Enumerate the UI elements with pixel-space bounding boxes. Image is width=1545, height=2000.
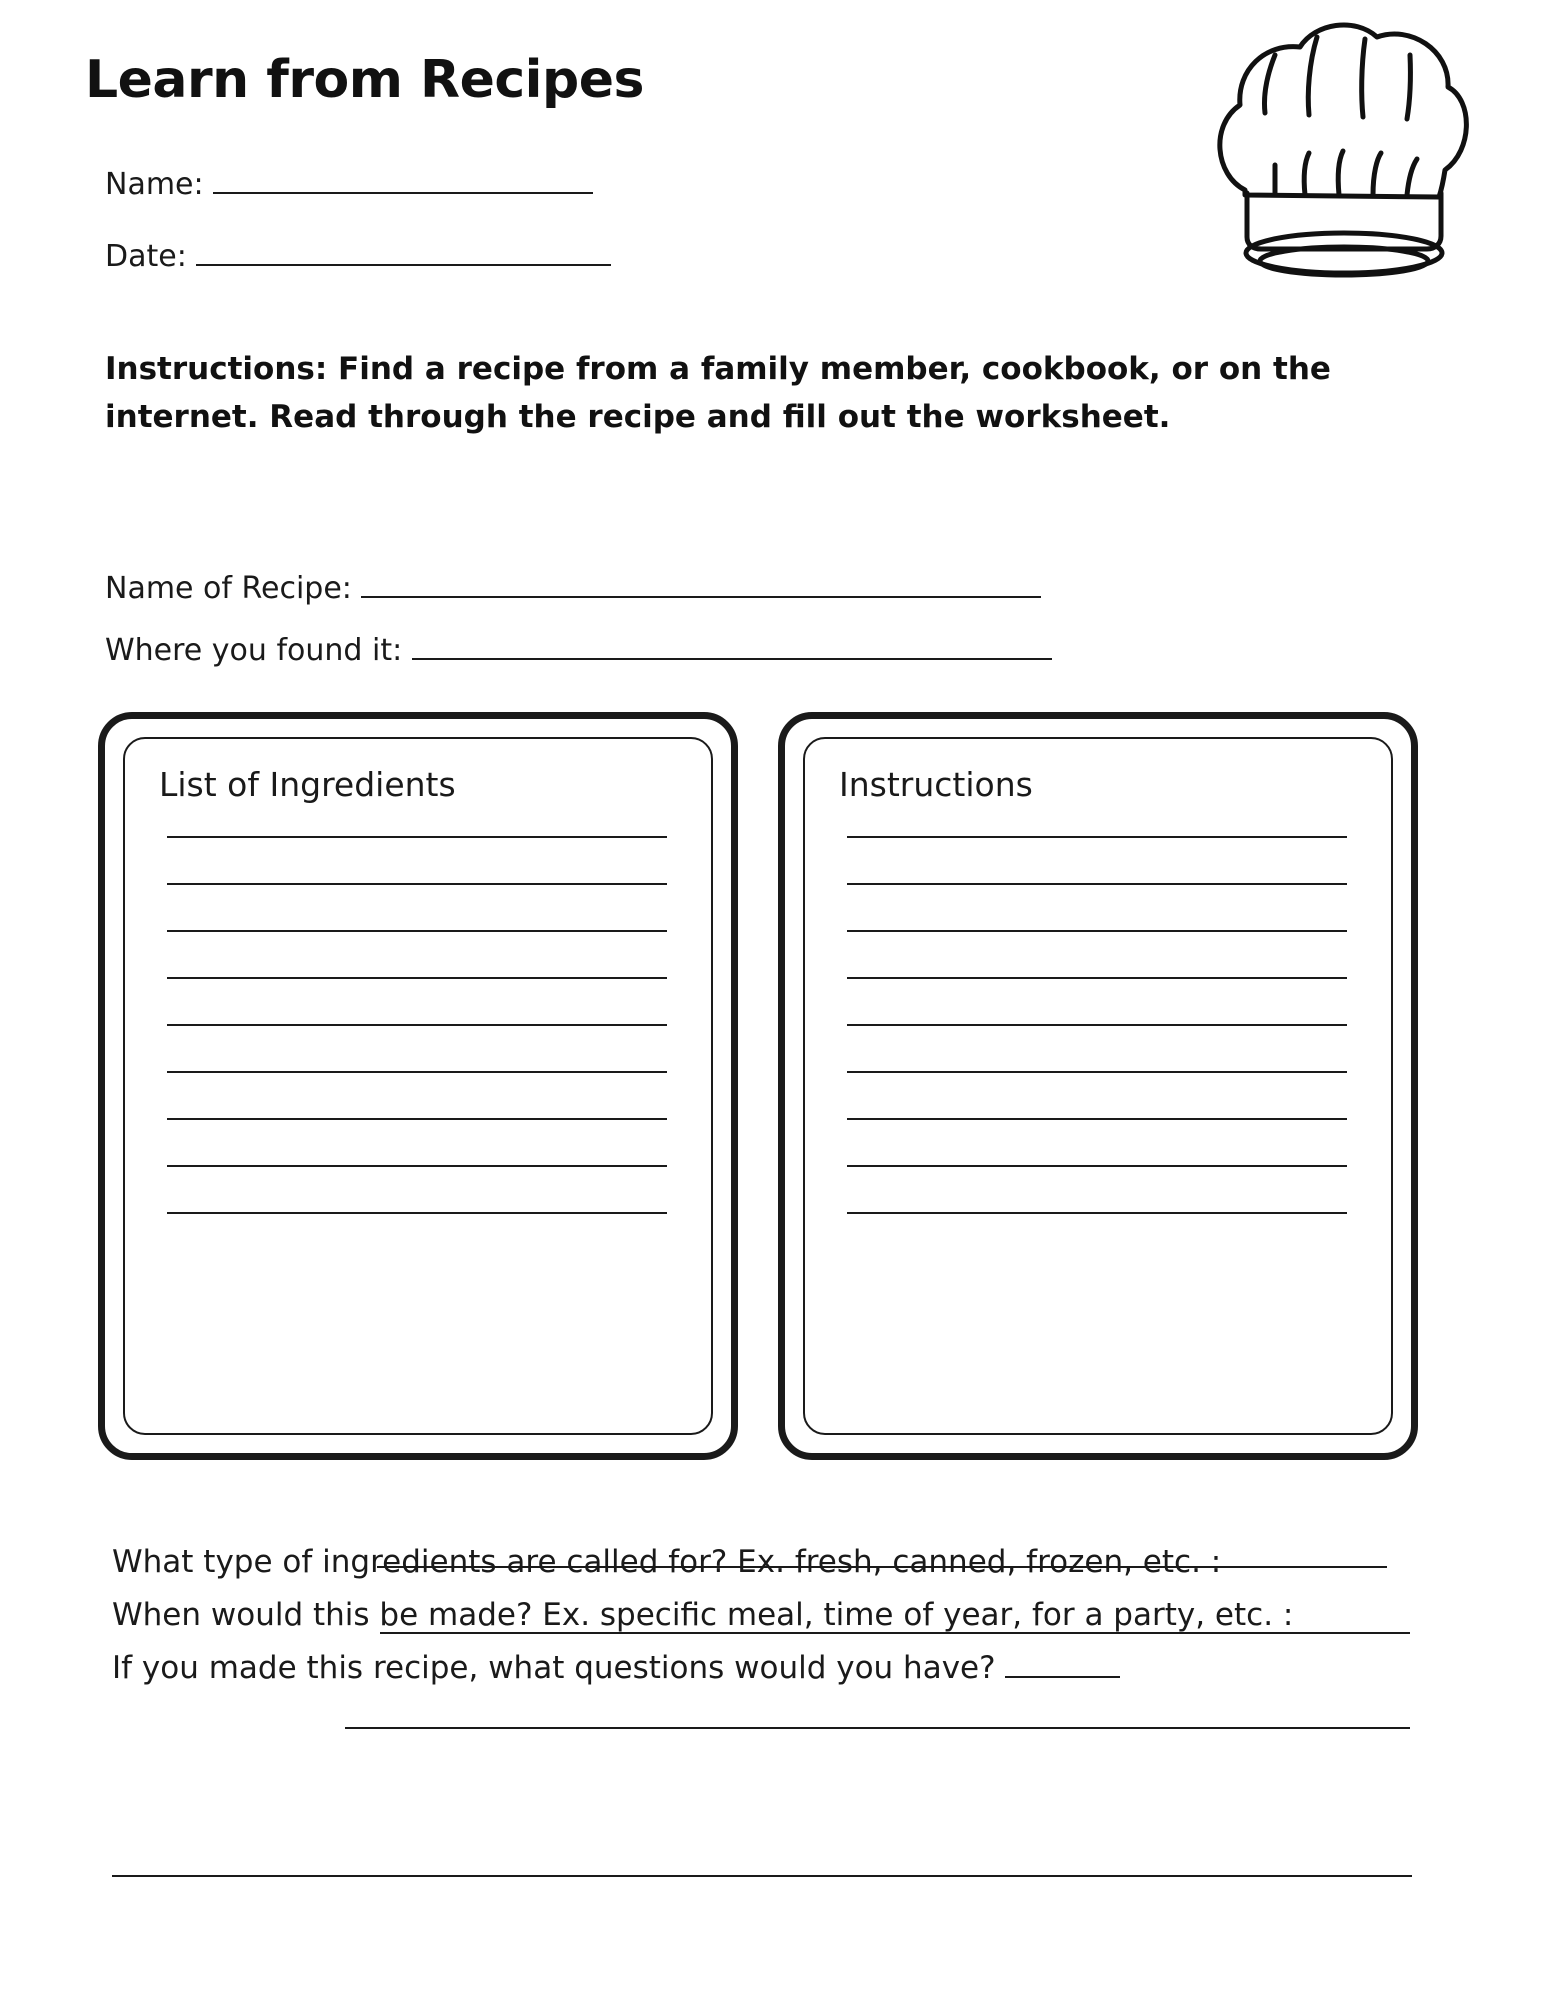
question-2-answer-rule[interactable] (345, 1727, 1410, 1729)
ingredients-card-inner (123, 737, 713, 1435)
instructions-lines (839, 836, 1357, 1214)
instructions-line[interactable] (847, 930, 1347, 932)
ingredients-line[interactable] (167, 836, 667, 838)
instructions-line[interactable] (847, 1024, 1347, 1026)
instructions-card-title: Instructions (839, 765, 1033, 804)
instructions-line[interactable] (847, 1212, 1347, 1214)
ingredients-line[interactable] (167, 1212, 667, 1214)
ingredients-line[interactable] (167, 1024, 667, 1026)
chef-hat-icon (1205, 15, 1475, 345)
instructions-line[interactable] (847, 1071, 1347, 1073)
question-3-answer-rule[interactable] (112, 1875, 1412, 1877)
question-1 (112, 1540, 1432, 1585)
instructions-line[interactable] (847, 1165, 1347, 1167)
date-field-row (105, 238, 611, 274)
where-found-field-row (105, 632, 1052, 668)
instructions-line[interactable] (847, 1118, 1347, 1120)
question-2-text: When would this be made? Ex. specific meal, time of year, for a party, etc. : (112, 1596, 1294, 1633)
recipe-name-label: Name of Recipe: (105, 571, 352, 606)
date-input-blank[interactable] (196, 238, 611, 266)
where-found-input-blank[interactable] (412, 632, 1052, 660)
recipe-name-field-row (105, 570, 1041, 606)
name-label: Name: (105, 167, 204, 202)
question-1-text: What type of ingredients are called for? Ex. fresh, canned, frozen, etc. : (112, 1544, 1222, 1580)
ingredients-line[interactable] (167, 1118, 667, 1120)
date-label: Date: (105, 239, 187, 274)
ingredients-line[interactable] (167, 1071, 667, 1073)
instructions-card-inner (803, 737, 1393, 1435)
instructions-line[interactable] (847, 883, 1347, 885)
ingredients-line[interactable] (167, 1165, 667, 1167)
question-3-text: If you made this recipe, what questions would you have? (112, 1649, 996, 1686)
ingredients-lines (159, 836, 677, 1214)
ingredients-line[interactable] (167, 977, 667, 979)
name-input-blank[interactable] (213, 166, 593, 194)
ingredients-line[interactable] (167, 930, 667, 932)
questions-section (112, 1540, 1432, 1695)
instructions-line[interactable] (847, 977, 1347, 979)
instructions-card (778, 712, 1418, 1460)
instructions-paragraph: Instructions: Find a recipe from a family member, cookbook, or on the internet. Read through the recipe and fill out the worksheet. (105, 351, 1331, 436)
ingredients-line[interactable] (167, 883, 667, 885)
question-3 (112, 1646, 1432, 1691)
card-area (98, 712, 1443, 1472)
instructions-line[interactable] (847, 836, 1347, 838)
question-3-blank[interactable] (1005, 1650, 1120, 1678)
question-1-blank[interactable] (377, 1540, 1387, 1568)
question-1-answer-rule[interactable] (380, 1632, 1410, 1634)
recipe-name-input-blank[interactable] (361, 570, 1041, 598)
ingredients-card (98, 712, 738, 1460)
ingredients-card-title: List of Ingredients (159, 765, 456, 804)
name-field-row (105, 166, 593, 202)
page-title: Learn from Recipes (85, 50, 644, 110)
where-found-label: Where you found it: (105, 633, 403, 668)
